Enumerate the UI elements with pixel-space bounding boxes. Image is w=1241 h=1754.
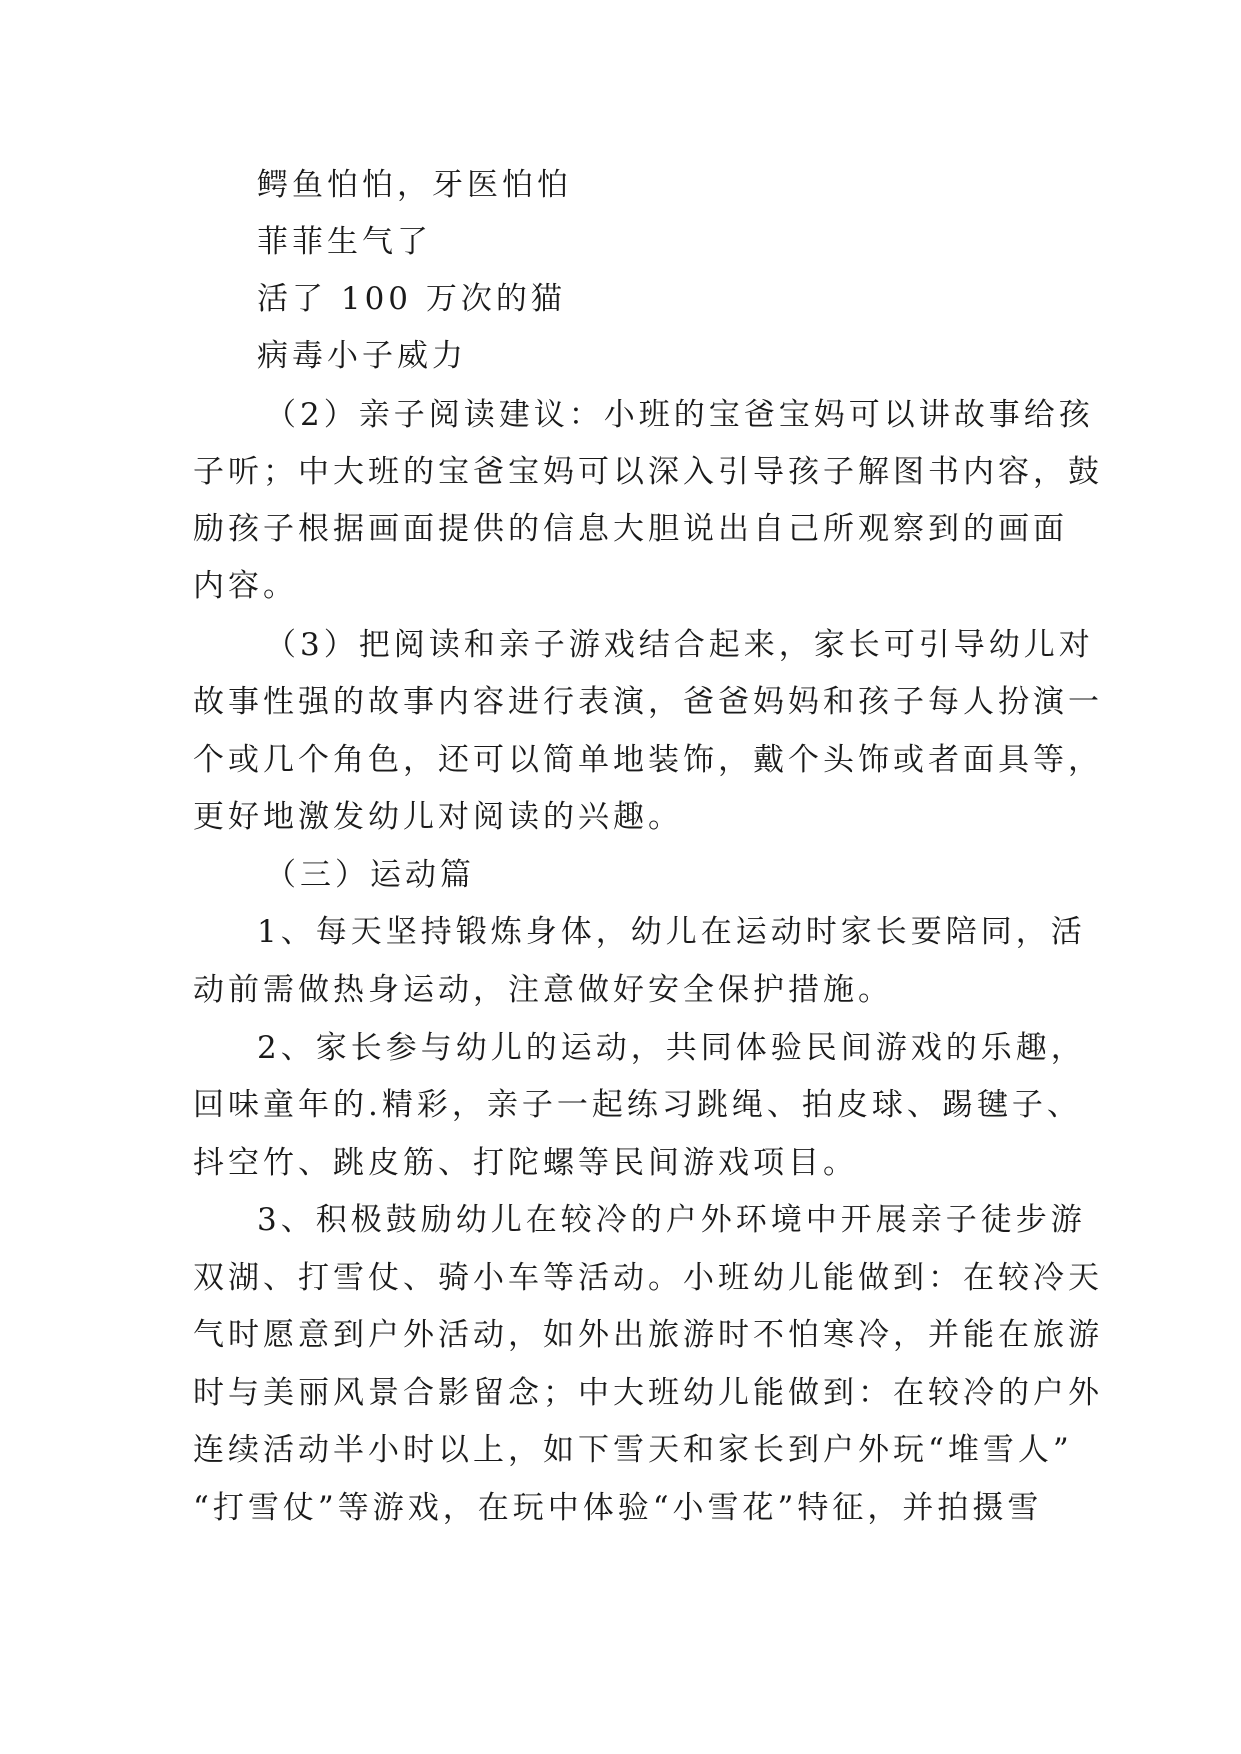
book-title-2: 菲菲生气了	[257, 224, 432, 260]
book-title-1: 鳄鱼怕怕，牙医怕怕	[257, 167, 572, 203]
sports-2-line-1: 2、家长参与幼儿的运动，共同体验民间游戏的乐趣，	[257, 1030, 1086, 1066]
reading-advice-line-1: （2）亲子阅读建议：小班的宝爸宝妈可以讲故事给孩	[265, 397, 1094, 433]
sports-1-line-2: 动前需做热身运动，注意做好安全保护措施。	[193, 972, 893, 1008]
sports-2-line-2: 回味童年的.精彩，亲子一起练习跳绳、拍皮球、踢毽子、	[193, 1087, 1082, 1123]
sports-3-line-4: 时与美丽风景合影留念；中大班幼儿能做到：在较冷的户外	[193, 1375, 1103, 1411]
sports-3-line-3: 气时愿意到户外活动，如外出旅游时不怕寒冷，并能在旅游	[193, 1317, 1103, 1353]
sports-3-line-5: 连续活动半小时以上，如下雪天和家长到户外玩“堆雪人”	[193, 1432, 1073, 1468]
book-title-4: 病毒小子威力	[257, 338, 467, 374]
reading-game-line-4: 更好地激发幼儿对阅读的兴趣。	[193, 799, 683, 835]
sports-3-line-1: 3、积极鼓励幼儿在较冷的户外环境中开展亲子徒步游	[257, 1202, 1086, 1238]
reading-game-line-3: 个或几个角色，还可以简单地装饰，戴个头饰或者面具等，	[193, 742, 1103, 778]
book-title-3: 活了 100 万次的猫	[257, 281, 566, 317]
reading-advice-line-2: 子听；中大班的宝爸宝妈可以深入引导孩子解图书内容，鼓	[193, 454, 1103, 490]
sports-heading: （三）运动篇	[265, 857, 475, 893]
reading-advice-line-4: 内容。	[193, 568, 298, 604]
sports-1-line-1: 1、每天坚持锻炼身体，幼儿在运动时家长要陪同，活	[257, 914, 1086, 950]
sports-3-line-6: “打雪仗”等游戏，在玩中体验“小雪花”特征，并拍摄雪	[193, 1490, 1043, 1526]
sports-2-line-3: 抖空竹、跳皮筋、打陀螺等民间游戏项目。	[193, 1145, 858, 1181]
reading-game-line-2: 故事性强的故事内容进行表演，爸爸妈妈和孩子每人扮演一	[193, 684, 1103, 720]
reading-advice-line-3: 励孩子根据画面提供的信息大胆说出自己所观察到的画面	[193, 511, 1068, 547]
reading-game-line-1: （3）把阅读和亲子游戏结合起来，家长可引导幼儿对	[265, 627, 1094, 663]
sports-3-line-2: 双湖、打雪仗、骑小车等活动。小班幼儿能做到：在较冷天	[193, 1260, 1103, 1296]
